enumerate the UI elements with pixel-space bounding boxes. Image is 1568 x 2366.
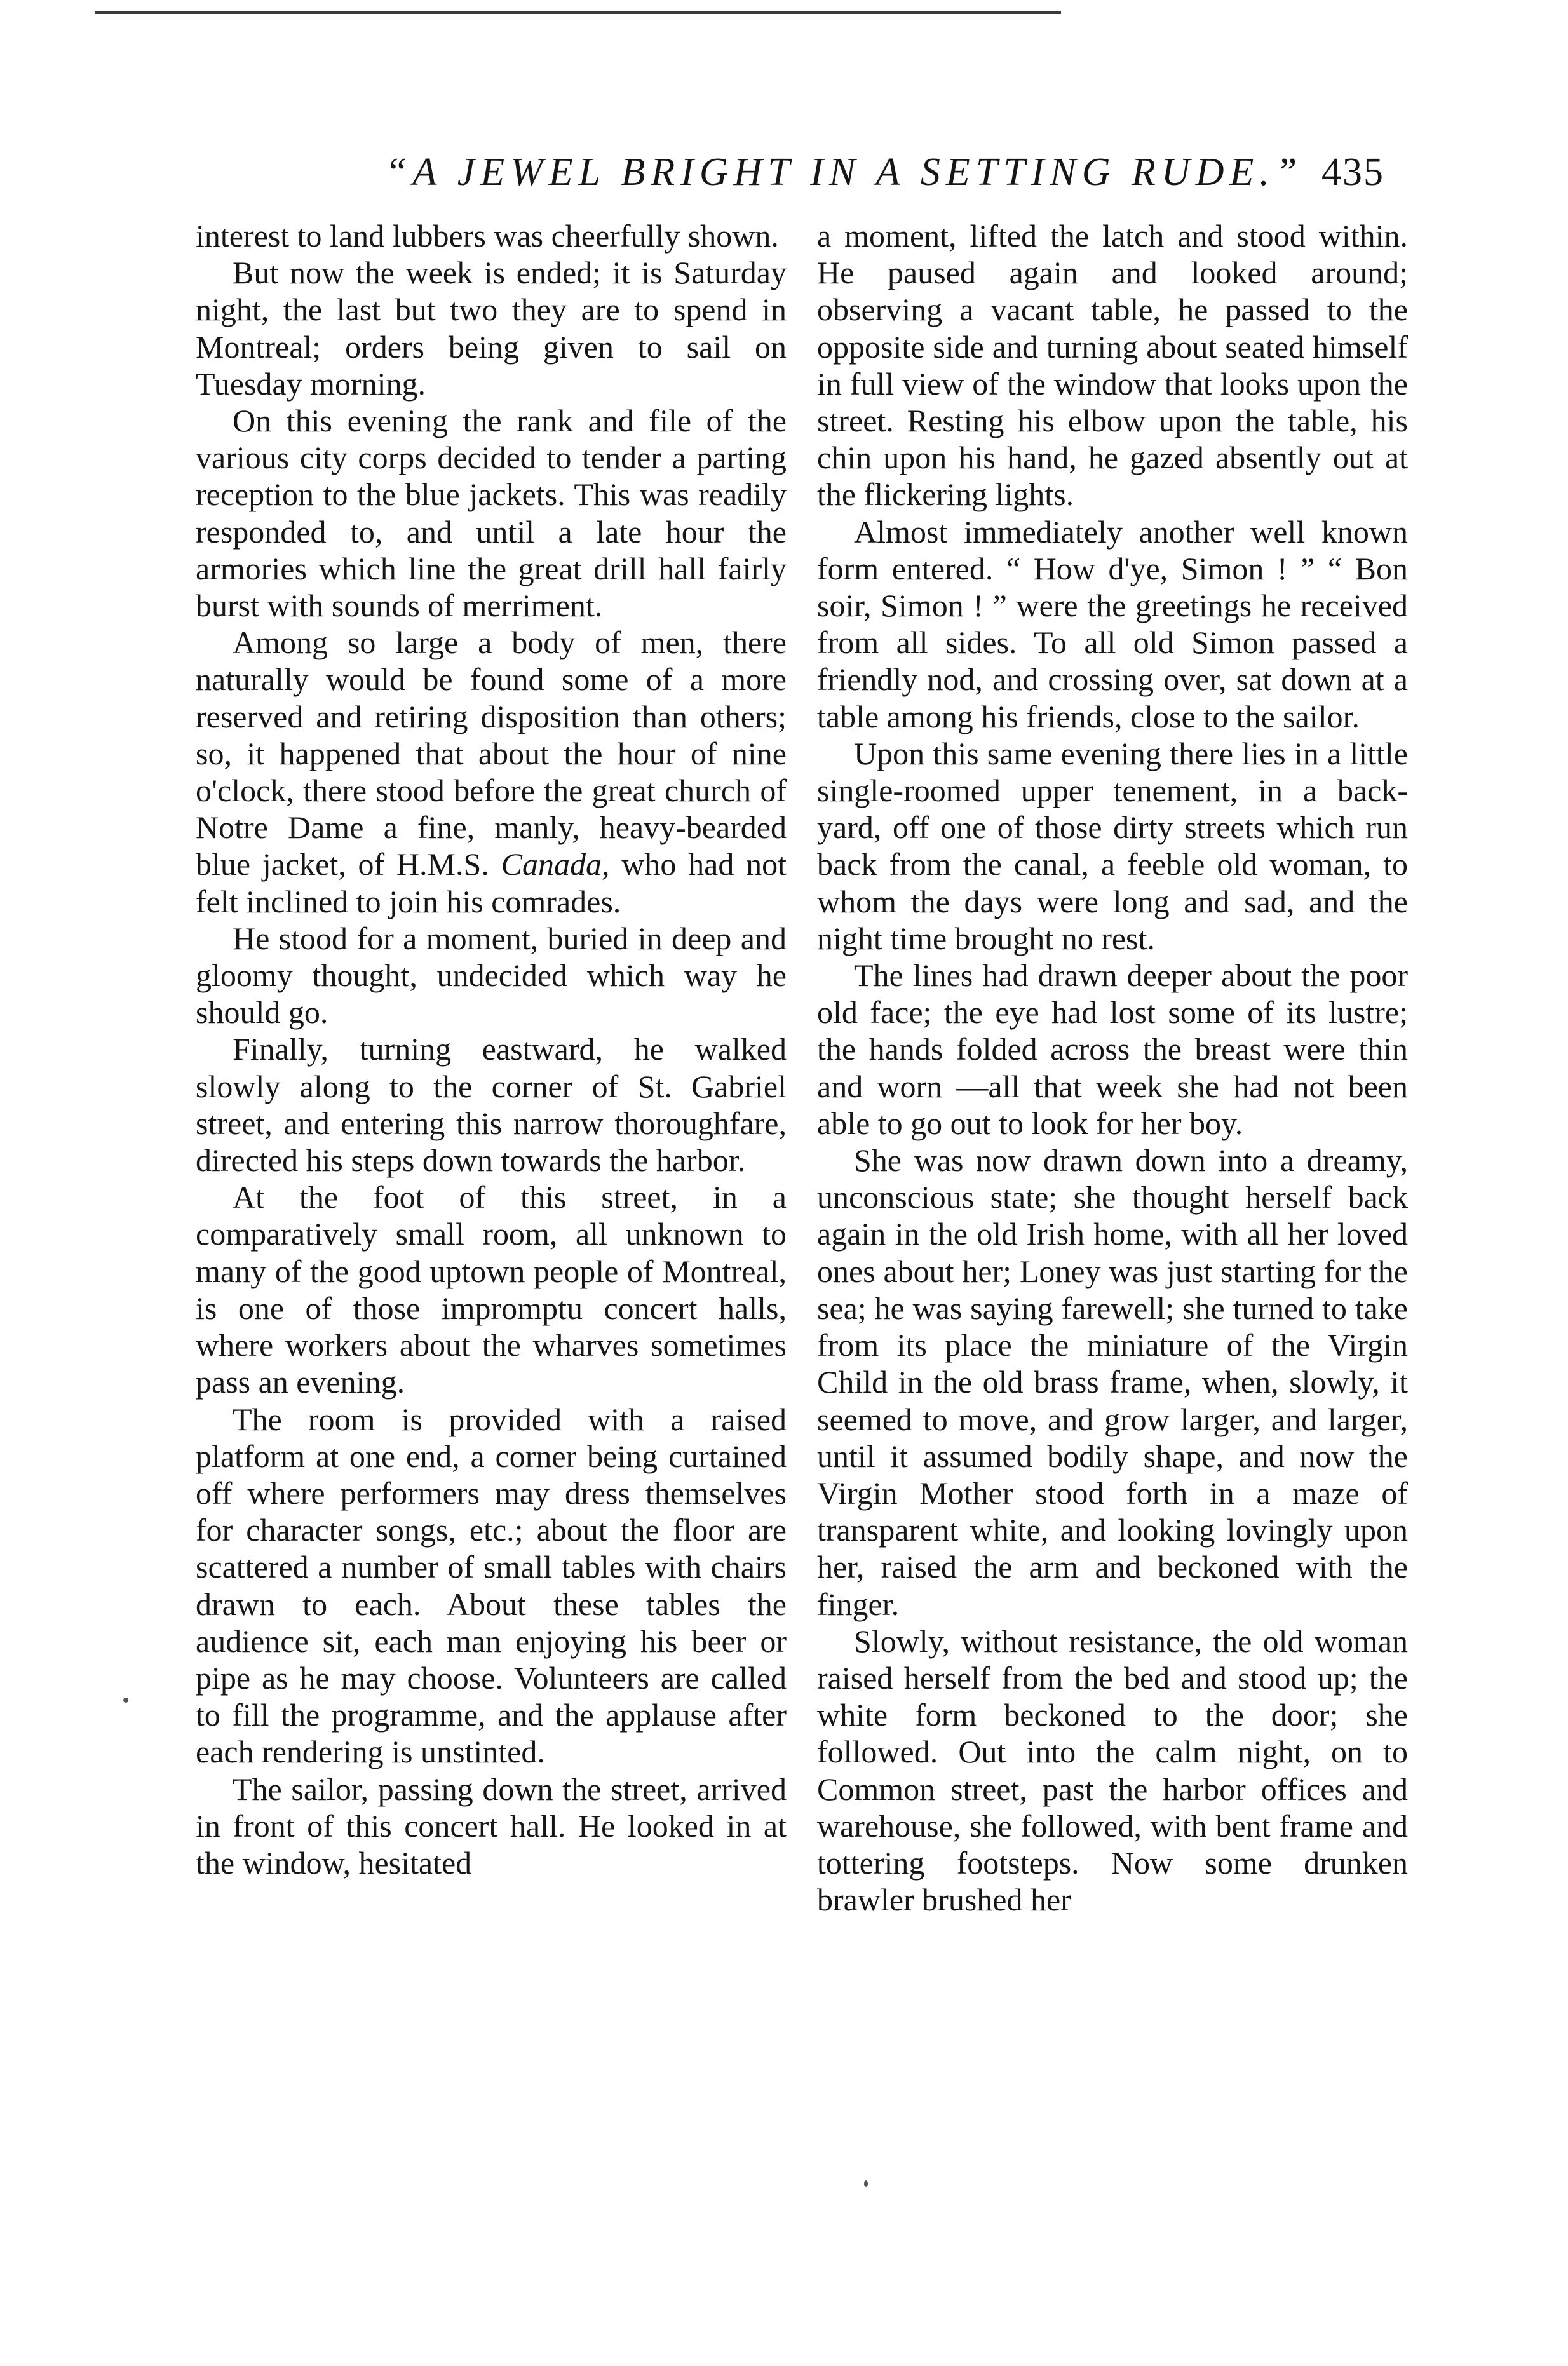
left-column [196,217,787,1881]
paragraph: He stood for a moment, buried in deep and gloomy thought, undecided which way he should go. [196,920,787,1031]
right-column [817,217,1408,1918]
paragraph: At the foot of this street, in a comparatively small room, all unknown to many of the good uptown people of Montreal, is one of those impromptu concert halls, where workers about the wharves sometimes pass an evening. [196,1179,787,1400]
paragraph: a moment, lifted the latch and stood within. He paused again and looked around; observing a vacant table, he passed to the opposite side and turning about seated himself in full view of the window that looks upon the street. Resting his elbow upon the table, his chin upon his hand, he gazed absently out at the flickering lights. [817,218,1408,513]
paragraph: Slowly, without resistance, the old woman raised herself from the bed and stood up; the white form beckoned to the door; she followed. Out into the calm night, on to Common street, past the harbor offices and warehouse, she followed, with bent frame and tottering footsteps. Now some drunken brawler brushed her [817,1623,1408,1918]
paragraph-text: Among so large a body of men, there naturally would be found some of a more reserved and retiring disposition than others; so, it happened that about the hour of nine o'clock, there stood before the great church of Notre Dame a fine, manly, heavy-bearded blue jacket, of H.M.S. [196,625,787,882]
paragraph: Finally, turning eastward, he walked slowly along to the corner of St. Gabriel street, and entering this narrow thoroughfare, directed his steps down towards the harbor. [196,1031,787,1179]
paragraph: But now the week is ended; it is Saturday night, the last but two they are to spend in Montreal; orders being given to sail on Tuesday morning. [196,255,787,402]
ink-speck [864,2180,868,2187]
paragraph: Upon this same evening there lies in a little single-roomed upper tenement, in a back-yard, off one of those dirty streets which run back from the canal, a feeble old woman, to whom the days were long and sad, and the night time brought no rest. [817,735,1408,956]
paragraph: She was now drawn down into a dreamy, unconscious state; she thought herself back again in the old Irish home, with all her loved ones about her; Loney was just starting for the sea; he was saying farewell; she turned to take from its place the miniature of the Virgin Child in the old brass frame, when, slowly, it seemed to move, and grow larger, and larger, until it assumed bodily shape, and now the Virgin Mother stood forth in a maze of transparent white, and looking lovingly upon her, raised the arm and beckoned with the finger. [817,1142,1408,1622]
paragraph: On this evening the rank and file of the various city corps decided to tender a parting reception to the blue jackets. This was readily responded to, and until a late hour the armories which line the great drill hall fairly burst with sounds of merriment. [196,403,787,624]
paragraph: Almost immediately another well known form entered. “ How d'ye, Simon ! ” “ Bon soir, Simon ! ” were the greetings he received from all sides. To all old Simon passed a friendly nod, and crossing over, sat down at a table among his friends, close to the sailor. [817,513,1408,734]
paragraph: interest to land lubbers was cheerfully shown. [196,218,779,254]
running-head: “A JEWEL BRIGHT IN A SETTING RUDE.” [385,151,1303,194]
paragraph-text: who had not felt inclined to join his comrades. [196,846,787,919]
paragraph: The room is provided with a raised platform at one end, a corner being curtained off where performers may dress themselves for character songs, etc.; about the floor are scattered a number of small tables with chairs drawn to each. About these tables the audience sit, each man enjoying his beer or pipe as he may choose. Volunteers are called to fill the programme, and the applause after each rendering is unstinted. [196,1401,787,1770]
ink-speck [123,1698,128,1703]
paragraph: The lines had drawn deeper about the poor old face; the eye had lost some of its lustre; the hands folded across the breast were thin and worn —all that week she had not been able to go out to look for her boy. [817,957,1408,1141]
paragraph-with-ship-name [196,624,787,920]
top-rule [95,11,1061,14]
page-number: 435 [1321,151,1384,194]
ship-name: Canada, [501,846,610,882]
paragraph: The sailor, passing down the street, arrived in front of this concert hall. He looked in at the window, hesitated [196,1771,787,1881]
